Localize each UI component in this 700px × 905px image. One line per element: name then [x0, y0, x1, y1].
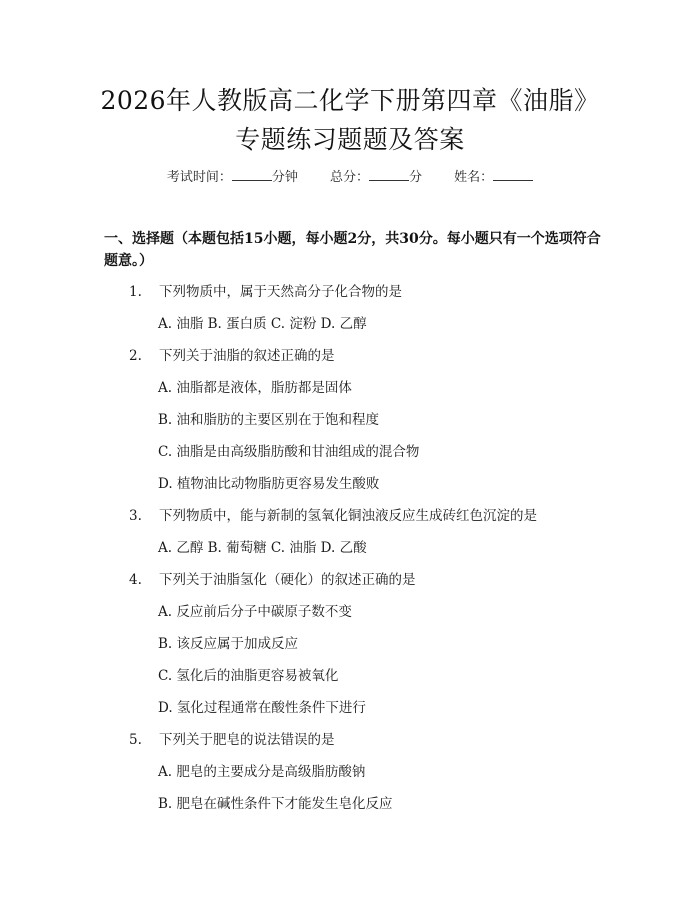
question-stem: 下列关于肥皂的说法错误的是 [159, 732, 335, 748]
question-2-option-b: B. 油和脂肪的主要区别在于饱和程度 [158, 412, 380, 428]
total-score-unit: 分 [409, 170, 423, 185]
exam-info-row [0, 168, 700, 188]
question-stem: 下列物质中，能与新制的氢氧化铜浊液反应生成砖红色沉淀的是 [159, 508, 537, 524]
question-number: 2. [129, 348, 142, 364]
question-number: 1. [129, 284, 142, 300]
question-2 [129, 346, 335, 366]
section-heading-multiple-choice: 一、选择题（本题包括15小题，每小题2分，共30分。每小题只有一个选项符合题意。） [104, 231, 601, 269]
total-score-blank[interactable] [369, 168, 409, 181]
question-4-option-a: A. 反应前后分子中碳原子数不变 [158, 604, 352, 620]
question-4-option-c: C. 氢化后的油脂更容易被氧化 [158, 668, 339, 684]
document-title-line-2: 专题练习题题及答案 [235, 125, 465, 154]
question-number: 4. [129, 572, 142, 588]
exam-time-unit: 分钟 [271, 170, 298, 185]
exam-time-blank[interactable] [232, 168, 272, 181]
question-5 [129, 730, 335, 750]
question-1-options: A. 油脂 B. 蛋白质 C. 淀粉 D. 乙醇 [158, 316, 367, 332]
document-title-line-1: 2026年人教版高二化学下册第四章《油脂》 [100, 86, 600, 115]
question-2-option-a: A. 油脂都是液体，脂肪都是固体 [158, 380, 352, 396]
question-5-option-b: B. 肥皂在碱性条件下才能发生皂化反应 [158, 796, 393, 812]
question-4-option-d: D. 氢化过程通常在酸性条件下进行 [158, 700, 366, 716]
question-4 [129, 570, 416, 590]
total-score-field [330, 170, 422, 185]
question-1 [129, 282, 402, 302]
exam-time-label: 考试时间： [166, 170, 232, 185]
total-score-label: 总分： [329, 170, 369, 185]
question-number: 3. [129, 508, 142, 524]
question-3 [129, 506, 537, 526]
exam-time-field [167, 170, 298, 185]
question-number: 5. [129, 732, 142, 748]
question-5-option-a: A. 肥皂的主要成分是高级脂肪酸钠 [158, 764, 366, 780]
student-name-blank[interactable] [493, 168, 533, 181]
student-name-field [454, 170, 533, 185]
question-stem: 下列关于油脂的叙述正确的是 [159, 348, 335, 364]
question-3-options: A. 乙醇 B. 葡萄糖 C. 油脂 D. 乙酸 [158, 540, 367, 556]
question-stem: 下列关于油脂氢化（硬化）的叙述正确的是 [159, 572, 416, 588]
question-stem: 下列物质中，属于天然高分子化合物的是 [159, 284, 402, 300]
question-2-option-d: D. 植物油比动物脂肪更容易发生酸败 [158, 476, 380, 492]
question-2-option-c: C. 油脂是由高级脂肪酸和甘油组成的混合物 [158, 444, 420, 460]
student-name-label: 姓名： [454, 170, 494, 185]
question-4-option-b: B. 该反应属于加成反应 [158, 636, 299, 652]
